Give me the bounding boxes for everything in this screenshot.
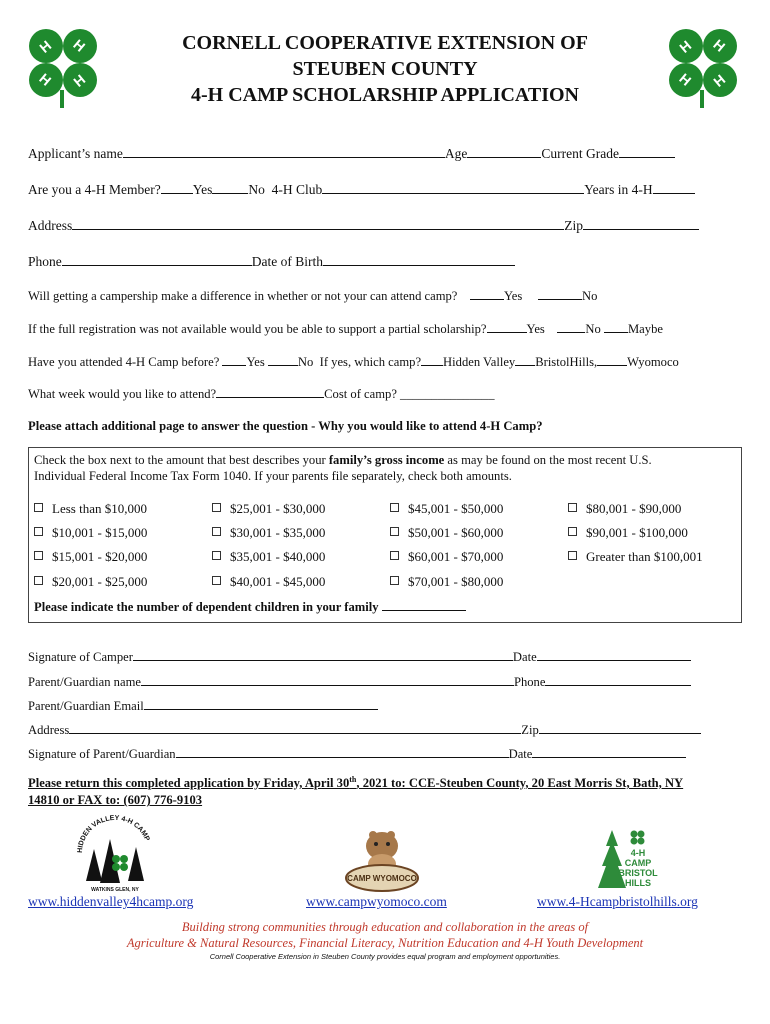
title-line-1: CORNELL COOPERATIVE EXTENSION OF <box>182 32 588 54</box>
q2-text: If the full registration was not available would you be able to support a partial scholarship? <box>28 322 487 336</box>
svg-text:H: H <box>36 70 55 89</box>
income-option[interactable] <box>568 549 703 565</box>
hidden-valley-link[interactable]: www.hiddenvalley4hcamp.org <box>28 894 194 909</box>
q2-yes-field[interactable] <box>487 321 527 333</box>
income-label: $90,001 - $100,000 <box>586 525 688 540</box>
camp1-field[interactable] <box>421 354 443 366</box>
guardian-date-field[interactable] <box>532 746 686 758</box>
guardian-email-label: Parent/Guardian Email <box>28 699 144 713</box>
age-field[interactable] <box>467 146 541 158</box>
checkbox[interactable] <box>34 527 43 536</box>
income-label: $50,001 - $60,000 <box>408 525 504 540</box>
applicant-name-label: Applicant’s name <box>28 146 123 161</box>
svg-text:H: H <box>676 70 695 89</box>
club-field[interactable] <box>322 182 584 194</box>
guardian-signature-label: Signature of Parent/Guardian <box>28 747 176 761</box>
years-label: Years in 4-H <box>584 182 653 197</box>
title-line-2: STEUBEN COUNTY <box>292 58 478 80</box>
svg-text:H: H <box>710 36 729 55</box>
footer-tagline-2: Agriculture & Natural Resources, Financial Literacy, Nutrition Education and 4-H Youth Development <box>126 936 644 950</box>
attach-note: Please attach additional page to answer the question - Why you would like to attend 4-H Camp? <box>28 419 543 433</box>
guardian-phone-label: Phone <box>513 675 546 689</box>
dob-label: Date of Birth <box>251 254 323 269</box>
income-label: $40,001 - $45,000 <box>230 574 326 589</box>
q2-maybe-label: Maybe <box>627 322 663 336</box>
cost-label: Cost of camp? _______________ <box>324 387 495 401</box>
income-option[interactable] <box>212 549 325 565</box>
guardian-email-row <box>28 698 378 714</box>
bristol-logo-hills: HILLS <box>625 878 651 888</box>
return-notice <box>28 771 683 809</box>
wyomoco-logo-text: CAMP WYOMOCO <box>347 874 417 883</box>
member-label: Are you a 4-H Member? <box>28 182 161 197</box>
address-row <box>28 218 699 234</box>
return-line2: 14810 or FAX to: (607) 776-9103 <box>28 793 203 808</box>
years-field[interactable] <box>653 182 695 194</box>
hidden-valley-place-text: WATKINS GLEN, NY <box>91 887 139 893</box>
income-intro-bold: family’s gross income <box>328 453 445 467</box>
camp-wyomoco-logo <box>342 826 422 896</box>
hidden-valley-logo <box>72 815 158 895</box>
address-field[interactable] <box>72 218 564 230</box>
document-title <box>120 30 650 108</box>
grade-field[interactable] <box>619 146 675 158</box>
checkbox[interactable] <box>390 503 399 512</box>
footer-equal-opportunity: Cornell Cooperative Extension in Steuben County provides equal program and employment opportunities. <box>209 952 561 961</box>
q1-no-field[interactable] <box>538 288 582 300</box>
income-label: $70,001 - $80,000 <box>408 574 504 589</box>
member-yes-field[interactable] <box>161 182 193 194</box>
income-option[interactable] <box>390 525 503 541</box>
income-label: $80,001 - $90,000 <box>586 501 682 516</box>
income-option[interactable] <box>34 549 147 565</box>
income-intro <box>34 452 652 484</box>
applicant-name-row <box>28 146 675 162</box>
guardian-signature-row <box>28 746 686 762</box>
checkbox[interactable] <box>34 551 43 560</box>
guardian-name-field[interactable] <box>141 674 514 686</box>
income-option[interactable] <box>34 525 147 541</box>
question-partial <box>28 321 663 337</box>
zip-field[interactable] <box>583 218 699 230</box>
return-line1a: Please return this completed application by Friday, April 30 <box>28 776 350 791</box>
guardian-zip-label: Zip <box>521 723 539 737</box>
checkbox[interactable] <box>568 527 577 536</box>
checkbox[interactable] <box>390 551 399 560</box>
date-label: Date <box>512 650 537 664</box>
income-option[interactable] <box>390 574 503 590</box>
dob-field[interactable] <box>323 254 515 266</box>
address-label: Address <box>28 218 73 233</box>
checkbox[interactable] <box>212 576 221 585</box>
q3-which-label: If yes, which camp? <box>319 355 422 369</box>
income-intro-line2: Individual Federal Income Tax Form 1040. If your parents file separately, check both amounts. <box>34 469 512 483</box>
bristol-logo-bristol: BRISTOL <box>618 868 658 878</box>
checkbox[interactable] <box>390 576 399 585</box>
guardian-zip-field[interactable] <box>539 722 701 734</box>
q2-no-label: No <box>585 322 601 336</box>
bristol-logo-4h: 4-H <box>630 848 646 858</box>
q1-yes-label: Yes <box>503 289 523 303</box>
q2-yes-label: Yes <box>526 322 545 336</box>
footer-tagline-1: Building strong communities through education and collaboration in the areas of <box>181 920 589 934</box>
4h-clover-logo-right <box>664 22 744 110</box>
bristol-hills-link[interactable]: www.4-Hcampbristolhills.org <box>537 894 698 909</box>
svg-text:H: H <box>70 71 89 90</box>
q3-yes-label: Yes <box>246 355 265 369</box>
svg-text:H: H <box>70 36 89 55</box>
guardian-email-field[interactable] <box>144 698 378 710</box>
checkbox[interactable] <box>212 527 221 536</box>
income-option[interactable] <box>212 525 325 541</box>
camp3-label: Wyomoco <box>627 355 679 369</box>
guardian-date-label: Date <box>508 747 533 761</box>
member-no-field[interactable] <box>212 182 248 194</box>
camp1-label: Hidden Valley <box>443 355 516 369</box>
hidden-valley-arc-text: HIDDEN VALLEY 4-H CAMP <box>76 815 151 854</box>
income-label: $15,001 - $20,000 <box>52 549 148 564</box>
camp3-field[interactable] <box>597 354 627 366</box>
bristol-logo-camp: CAMP <box>624 858 652 868</box>
q3-text: Have you attended 4-H Camp before? <box>28 355 220 369</box>
guardian-signature-field[interactable] <box>176 746 509 758</box>
phone-row <box>28 254 515 270</box>
4h-clover-logo-left <box>24 22 104 110</box>
checkbox[interactable] <box>568 503 577 512</box>
phone-label: Phone <box>28 254 62 269</box>
income-option[interactable] <box>34 574 147 590</box>
guardian-phone-field[interactable] <box>545 674 691 686</box>
income-option[interactable] <box>212 501 325 517</box>
question-week <box>28 386 495 402</box>
guardian-address-row <box>28 722 701 738</box>
q3-no-label: No <box>297 355 314 369</box>
income-label: $30,001 - $35,000 <box>230 525 326 540</box>
guardian-address-field[interactable] <box>69 722 521 734</box>
return-line1b: , 2021 to: CCE-Steuben County, 20 East Morris St, Bath, NY <box>356 776 684 791</box>
bristol-hills-logo <box>590 826 670 892</box>
q2-maybe-field[interactable] <box>604 321 628 333</box>
guardian-name-label: Parent/Guardian name <box>28 675 141 689</box>
applicant-name-field[interactable] <box>123 146 445 158</box>
dependents-field[interactable] <box>382 599 466 611</box>
dependents-label: Please indicate the number of dependent children in your family <box>34 600 379 614</box>
club-label: 4-H Club <box>271 182 323 197</box>
camper-signature-label: Signature of Camper <box>28 650 133 664</box>
member-no-label: No <box>248 182 265 197</box>
income-option[interactable] <box>390 549 503 565</box>
return-sup: th <box>349 775 357 784</box>
q3-yes-field[interactable] <box>222 354 246 366</box>
svg-text:H: H <box>36 37 55 56</box>
date-field[interactable] <box>537 649 691 661</box>
checkbox[interactable] <box>212 551 221 560</box>
q1-text: Will getting a campership make a difference in whether or not your can attend camp? <box>28 289 458 303</box>
income-label: Greater than $100,001 <box>586 549 703 564</box>
camper-signature-row <box>28 649 691 665</box>
checkbox[interactable] <box>390 527 399 536</box>
q4-text: What week would you like to attend? <box>28 387 217 401</box>
checkbox[interactable] <box>212 503 221 512</box>
age-label: Age <box>444 146 468 161</box>
income-intro-a: Check the box next to the amount that best describes your <box>34 453 329 467</box>
week-field[interactable] <box>216 386 324 398</box>
income-option[interactable] <box>568 501 681 517</box>
question-campership <box>28 288 597 304</box>
income-option[interactable] <box>390 501 503 517</box>
svg-text:HIDDEN VALLEY 4-H CAMP <box>77 815 151 853</box>
income-label: Less than $10,000 <box>52 501 147 516</box>
member-row <box>28 182 695 198</box>
income-label: $25,001 - $30,000 <box>230 501 326 516</box>
checkbox[interactable] <box>34 503 43 512</box>
camp2-field[interactable] <box>515 354 535 366</box>
checkbox[interactable] <box>568 551 577 560</box>
camper-signature-field[interactable] <box>133 649 513 661</box>
income-option[interactable] <box>568 525 688 541</box>
guardian-address-label: Address <box>28 723 70 737</box>
income-intro-b: as may be found on the most recent U.S. <box>444 453 652 467</box>
wyomoco-link[interactable]: www.campwyomoco.com <box>306 894 447 909</box>
q1-no-label: No <box>582 289 598 303</box>
q3-no-field[interactable] <box>268 354 298 366</box>
income-label: $60,001 - $70,000 <box>408 549 504 564</box>
grade-label: Current Grade <box>541 146 619 161</box>
phone-field[interactable] <box>62 254 252 266</box>
dependents-row <box>34 599 466 615</box>
svg-text:H: H <box>676 37 695 56</box>
zip-label: Zip <box>564 218 583 233</box>
checkbox[interactable] <box>34 576 43 585</box>
q1-yes-field[interactable] <box>470 288 504 300</box>
income-label: $35,001 - $40,000 <box>230 549 326 564</box>
q2-no-field[interactable] <box>557 321 585 333</box>
member-yes-label: Yes <box>192 182 213 197</box>
income-label: $45,001 - $50,000 <box>408 501 504 516</box>
income-label: $20,001 - $25,000 <box>52 574 148 589</box>
income-label: $10,001 - $15,000 <box>52 525 148 540</box>
question-attended <box>28 354 679 370</box>
income-option[interactable] <box>212 574 325 590</box>
camp2-label: BristolHills, <box>535 355 598 369</box>
svg-text:H: H <box>710 71 729 90</box>
title-line-3: 4-H CAMP SCHOLARSHIP APPLICATION <box>191 84 579 106</box>
income-option[interactable] <box>34 501 147 517</box>
guardian-name-row <box>28 674 691 690</box>
